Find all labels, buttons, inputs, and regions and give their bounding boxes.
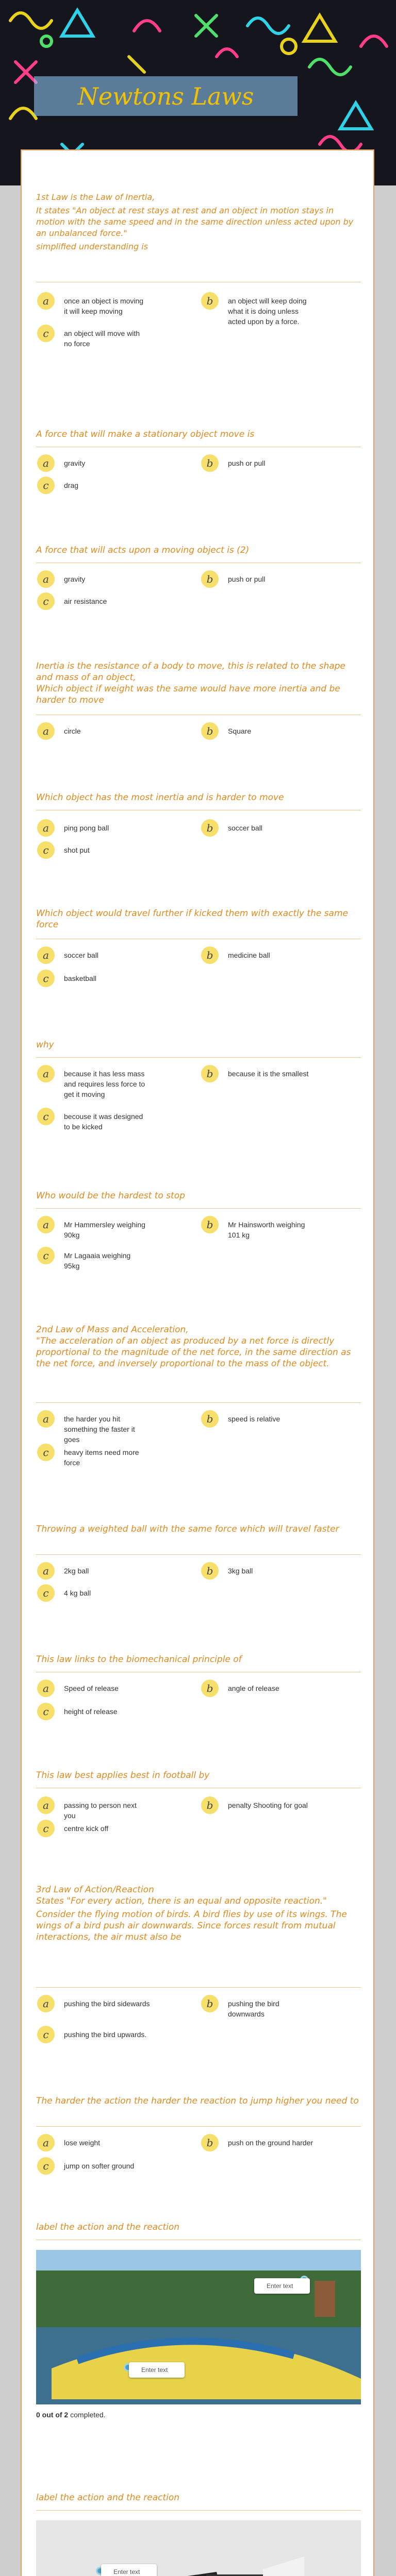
question-subtext: States "For every action, there is an equal and opposite reaction." xyxy=(36,1896,327,1906)
label-activity-prompt: label the action and the reaction xyxy=(36,2493,180,2503)
question-text: A force that will make a stationary object move is xyxy=(36,429,255,439)
label-input[interactable]: Enter text xyxy=(101,2564,157,2576)
option-text: 2kg ball xyxy=(64,1567,89,1575)
option-badge: c xyxy=(37,1820,55,1837)
option-text: angle of release xyxy=(228,1684,279,1692)
option-c[interactable] xyxy=(37,2026,167,2043)
option-badge: b xyxy=(201,722,219,740)
option-badge: c xyxy=(37,2157,55,2175)
question-text: This law links to the biomechanical principle of xyxy=(36,1654,242,1665)
option-badge: b xyxy=(201,819,219,837)
option-text: pushing the bird downwards xyxy=(228,1999,279,2018)
option-text: speed is relative xyxy=(228,1415,280,1423)
option-a[interactable] xyxy=(37,454,146,472)
question-text: This law best applies best in football by xyxy=(36,1770,210,1781)
option-badge: b xyxy=(201,1562,219,1580)
option-badge: c xyxy=(37,1247,55,1264)
option-text: because it is the smallest xyxy=(228,1070,309,1078)
option-text: gravity xyxy=(64,575,86,583)
option-badge: a xyxy=(37,819,55,837)
option-text: because it has less mass and requires less force to get it moving xyxy=(64,1070,145,1098)
option-badge: c xyxy=(37,2026,55,2043)
option-b[interactable] xyxy=(201,1680,310,1697)
option-text: an object will keep doing what it is doing unless acted upon by a force. xyxy=(228,297,307,326)
option-badge: c xyxy=(37,1444,55,1461)
option-text: drag xyxy=(64,481,79,489)
option-text: Speed of release xyxy=(64,1684,119,1692)
option-text: Mr Lagaaia weighing 95kg xyxy=(64,1251,131,1270)
option-a[interactable] xyxy=(37,1410,146,1445)
option-badge: a xyxy=(37,2134,55,2151)
option-badge: c xyxy=(37,477,55,494)
score: 0 out of 2 xyxy=(36,2411,69,2419)
question-text: Which object would travel further if kicked them with exactly the same force xyxy=(36,908,348,930)
question-subtext: Which object if weight was the same would have more inertia and be harder to move xyxy=(36,684,340,705)
option-text: 3kg ball xyxy=(228,1567,253,1575)
question-subtext: "The acceleration of an object as produced by a net force is directly proportional to the magnitude of the net force, in the same direction as the net force, and inversely proportional to the mass of the object. xyxy=(36,1336,351,1369)
option-badge: a xyxy=(37,292,55,310)
option-b[interactable] xyxy=(201,1995,310,2019)
option-b[interactable] xyxy=(201,722,310,740)
divider xyxy=(36,1554,361,1555)
option-text: the harder you hit something the faster it goes xyxy=(64,1415,135,1444)
option-a[interactable] xyxy=(37,1216,146,1240)
option-b[interactable] xyxy=(201,1216,310,1240)
intro-simplified: simplified understanding is xyxy=(36,242,148,251)
option-text: becouse it was designed to be kicked xyxy=(64,1112,143,1131)
option-text: medicine ball xyxy=(228,951,270,959)
option-badge: c xyxy=(37,1703,55,1720)
label-activity-prompt: label the action and the reaction xyxy=(36,2222,180,2232)
option-badge: a xyxy=(37,1216,55,1233)
option-badge: a xyxy=(37,1995,55,2012)
intro-heading: 1st Law is the Law of Inertia, xyxy=(36,192,155,202)
completion-status xyxy=(36,2411,106,2419)
blob-jump-photo xyxy=(36,2250,361,2404)
option-badge: a xyxy=(37,722,55,740)
option-text: Mr Hainsworth weighing 101 kg xyxy=(228,1221,305,1239)
option-text: soccer ball xyxy=(228,824,262,832)
option-b[interactable] xyxy=(201,819,310,837)
option-c[interactable] xyxy=(37,592,146,610)
option-badge: c xyxy=(37,325,55,342)
option-b[interactable] xyxy=(201,570,310,588)
option-badge: b xyxy=(201,1995,219,2012)
option-text: ping pong ball xyxy=(64,824,109,832)
intro-text: It states "An object at rest stays at rest and an object in motion stays in motion with the same speed and in the same direction unless acted upon by an unbalanced force." xyxy=(36,206,354,238)
option-c[interactable] xyxy=(37,1444,146,1468)
divider xyxy=(36,1987,361,1988)
option-text: jump on softer ground xyxy=(64,2162,135,2170)
intro-section xyxy=(36,192,361,252)
option-a[interactable] xyxy=(37,1797,146,1821)
worksheet xyxy=(21,149,374,2576)
divider xyxy=(36,2126,361,2127)
option-a[interactable] xyxy=(37,1995,167,2012)
option-c[interactable] xyxy=(37,1703,146,1720)
title-box xyxy=(34,76,298,116)
option-badge: b xyxy=(201,1065,219,1082)
option-a[interactable] xyxy=(37,1562,146,1580)
option-badge: b xyxy=(201,292,219,310)
divider xyxy=(36,2510,361,2511)
option-c[interactable] xyxy=(37,1820,146,1837)
option-badge: b xyxy=(201,454,219,472)
option-b[interactable] xyxy=(201,1797,331,1814)
option-text: air resistance xyxy=(64,597,107,605)
option-badge: a xyxy=(37,946,55,964)
option-text: height of release xyxy=(64,1707,118,1716)
option-b[interactable] xyxy=(201,454,310,472)
option-text: an object will move with no force xyxy=(64,329,140,348)
option-text: 4 kg ball xyxy=(64,1589,91,1597)
option-a[interactable] xyxy=(37,292,146,316)
option-text: lose weight xyxy=(64,2139,101,2147)
option-text: pushing the bird sidewards xyxy=(64,1999,150,2008)
divider xyxy=(36,1402,361,1403)
option-text: push or pull xyxy=(228,575,266,583)
option-text: once an object is moving it will keep moving xyxy=(64,297,144,315)
option-a[interactable] xyxy=(37,1065,146,1099)
option-c[interactable] xyxy=(37,1108,146,1132)
gun-firing-photo xyxy=(36,2520,361,2576)
option-a[interactable] xyxy=(37,946,146,964)
page-title: Newtons Laws xyxy=(77,82,254,110)
option-badge: b xyxy=(201,570,219,588)
option-b[interactable] xyxy=(201,2134,346,2151)
question-text: The harder the action the harder the reaction to jump higher you need to xyxy=(36,2096,359,2106)
option-text: basketball xyxy=(64,974,97,982)
option-c[interactable] xyxy=(37,1584,146,1602)
divider xyxy=(36,1057,361,1058)
option-badge: c xyxy=(37,841,55,859)
option-text: push or pull xyxy=(228,459,266,467)
option-a[interactable] xyxy=(37,2134,146,2151)
divider xyxy=(36,1208,361,1209)
option-c[interactable] xyxy=(37,325,146,349)
completion-text: completed. xyxy=(70,2411,106,2419)
option-text: Square xyxy=(228,727,252,735)
option-badge: c xyxy=(37,1584,55,1602)
option-text: pushing the bird upwards. xyxy=(64,2030,147,2039)
option-b[interactable] xyxy=(201,292,310,327)
question-text: Which object has the most inertia and is harder to move xyxy=(36,792,284,803)
option-b[interactable] xyxy=(201,946,310,964)
option-b[interactable] xyxy=(201,1065,310,1082)
option-a[interactable] xyxy=(37,722,146,740)
option-b[interactable] xyxy=(201,1562,310,1580)
option-badge: b xyxy=(201,1797,219,1814)
option-badge: a xyxy=(37,1680,55,1697)
option-c[interactable] xyxy=(37,841,146,859)
option-a[interactable] xyxy=(37,570,146,588)
option-c[interactable] xyxy=(37,1247,146,1271)
label-input[interactable]: Enter text xyxy=(254,2278,310,2294)
option-badge: b xyxy=(201,1410,219,1428)
option-text: shot put xyxy=(64,846,90,854)
option-text: gravity xyxy=(64,459,86,467)
option-badge: b xyxy=(201,946,219,964)
label-input[interactable]: Enter text xyxy=(129,2362,185,2378)
question-text: Throwing a weighted ball with the same force which will travel faster xyxy=(36,1524,339,1534)
option-text: centre kick off xyxy=(64,1824,109,1833)
option-badge: c xyxy=(37,970,55,987)
option-badge: a xyxy=(37,1797,55,1814)
question-text: A force that will acts upon a moving object is (2) xyxy=(36,545,250,555)
option-text: push on the ground harder xyxy=(228,2139,314,2147)
option-badge: a xyxy=(37,1562,55,1580)
option-text: heavy items need more force xyxy=(64,1448,139,1467)
option-b[interactable] xyxy=(201,1410,310,1428)
option-badge: c xyxy=(37,1108,55,1125)
question-text: why xyxy=(36,1040,54,1050)
option-badge: a xyxy=(37,570,55,588)
option-badge: a xyxy=(37,1410,55,1428)
question-text: 3rd Law of Action/Reaction xyxy=(36,1885,154,1895)
option-c[interactable] xyxy=(37,2157,146,2175)
question-description: Consider the flying motion of birds. A bird flies by use of its wings. The wings of a bird push air downwards. Since forces result from mutual interactions, the air must also be xyxy=(36,1909,347,1942)
option-text: circle xyxy=(64,727,81,735)
option-a[interactable] xyxy=(37,1680,146,1697)
question-text: Who would be the hardest to stop xyxy=(36,1191,185,1201)
option-text: passing to person next you xyxy=(64,1801,137,1820)
option-c[interactable] xyxy=(37,970,146,987)
question-text: 2nd Law of Mass and Acceleration, xyxy=(36,1325,189,1335)
option-text: Mr Hammersley weighing 90kg xyxy=(64,1221,145,1239)
question-text: Inertia is the resistance of a body to move, this is related to the shape and mass of an object, xyxy=(36,661,345,683)
option-text: soccer ball xyxy=(64,951,98,959)
option-badge: b xyxy=(201,1216,219,1233)
option-a[interactable] xyxy=(37,819,146,837)
option-text: penalty Shooting for goal xyxy=(228,1801,308,1809)
option-badge: a xyxy=(37,454,55,472)
option-c[interactable] xyxy=(37,477,146,494)
option-badge: b xyxy=(201,1680,219,1697)
option-badge: b xyxy=(201,2134,219,2151)
option-badge: c xyxy=(37,592,55,610)
option-badge: a xyxy=(37,1065,55,1082)
